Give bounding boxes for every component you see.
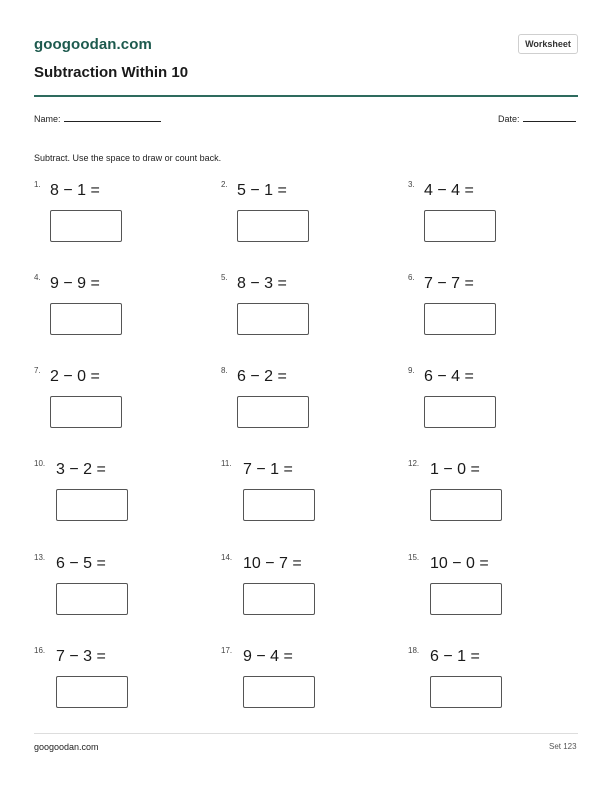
date-line[interactable] [523, 113, 576, 122]
problem-expression: 5 − 1 = [237, 182, 287, 199]
answer-box[interactable] [237, 210, 309, 242]
problem-number: 3. [408, 180, 415, 189]
problem-3 [408, 180, 558, 260]
problem-18 [408, 646, 558, 726]
problem-expression: 2 − 0 = [50, 368, 100, 385]
problem-number: 5. [221, 273, 228, 282]
problem-number: 1. [34, 180, 41, 189]
answer-box[interactable] [430, 489, 502, 521]
problem-12 [408, 459, 558, 539]
problem-number: 4. [34, 273, 41, 282]
problem-5 [221, 273, 371, 353]
problem-number: 6. [408, 273, 415, 282]
problem-expression: 1 − 0 = [430, 461, 480, 478]
problem-number: 14. [221, 553, 233, 562]
problem-expression: 3 − 2 = [56, 461, 106, 478]
problem-expression: 8 − 3 = [237, 275, 287, 292]
header-divider [34, 95, 578, 97]
problem-15 [408, 553, 558, 633]
problem-expression: 10 − 0 = [430, 555, 489, 572]
problem-8 [221, 366, 371, 446]
problem-2 [221, 180, 371, 260]
problem-number: 12. [408, 459, 420, 468]
problem-number: 9. [408, 366, 415, 375]
problem-expression: 7 − 1 = [243, 461, 293, 478]
problem-11 [221, 459, 371, 539]
answer-box[interactable] [56, 676, 128, 708]
date-field[interactable] [498, 113, 576, 124]
problem-expression: 6 − 4 = [424, 368, 474, 385]
problem-expression: 4 − 4 = [424, 182, 474, 199]
problem-number: 10. [34, 459, 46, 468]
problem-number: 17. [221, 646, 233, 655]
name-label: Name: [34, 114, 61, 124]
problem-1 [34, 180, 184, 260]
footer-site: googoodan.com [34, 742, 99, 752]
problem-10 [34, 459, 184, 539]
answer-box[interactable] [424, 210, 496, 242]
answer-box[interactable] [50, 210, 122, 242]
answer-box[interactable] [56, 489, 128, 521]
problem-6 [408, 273, 558, 353]
problem-16 [34, 646, 184, 726]
instructions: Subtract. Use the space to draw or count back. [34, 153, 222, 163]
problem-14 [221, 553, 371, 633]
name-line[interactable] [64, 113, 161, 122]
worksheet-badge: Worksheet [518, 34, 578, 54]
problem-expression: 8 − 1 = [50, 182, 100, 199]
answer-box[interactable] [237, 303, 309, 335]
problem-expression: 7 − 7 = [424, 275, 474, 292]
answer-box[interactable] [430, 676, 502, 708]
problem-expression: 9 − 9 = [50, 275, 100, 292]
answer-box[interactable] [430, 583, 502, 615]
answer-box[interactable] [424, 396, 496, 428]
problem-number: 11. [221, 459, 232, 468]
footer-set-label: Set 123 [549, 742, 577, 751]
answer-box[interactable] [243, 583, 315, 615]
footer-divider [34, 733, 578, 734]
answer-box[interactable] [243, 676, 315, 708]
problem-7 [34, 366, 184, 446]
answer-box[interactable] [237, 396, 309, 428]
problem-expression: 7 − 3 = [56, 648, 106, 665]
answer-box[interactable] [424, 303, 496, 335]
answer-box[interactable] [243, 489, 315, 521]
problem-expression: 6 − 2 = [237, 368, 287, 385]
date-label: Date: [498, 114, 520, 124]
name-field[interactable] [34, 113, 161, 124]
answer-box[interactable] [50, 396, 122, 428]
problem-expression: 9 − 4 = [243, 648, 293, 665]
problem-number: 2. [221, 180, 228, 189]
brand-logo: googoodan.com [34, 36, 152, 53]
answer-box[interactable] [56, 583, 128, 615]
problem-expression: 6 − 1 = [430, 648, 480, 665]
problem-number: 18. [408, 646, 420, 655]
problem-number: 15. [408, 553, 420, 562]
problem-expression: 6 − 5 = [56, 555, 106, 572]
problem-number: 13. [34, 553, 46, 562]
problem-number: 8. [221, 366, 228, 375]
problem-number: 7. [34, 366, 41, 375]
problem-9 [408, 366, 558, 446]
answer-box[interactable] [50, 303, 122, 335]
problem-17 [221, 646, 371, 726]
problem-expression: 10 − 7 = [243, 555, 302, 572]
problem-number: 16. [34, 646, 46, 655]
page-title: Subtraction Within 10 [34, 64, 189, 81]
problem-13 [34, 553, 184, 633]
problem-4 [34, 273, 184, 353]
